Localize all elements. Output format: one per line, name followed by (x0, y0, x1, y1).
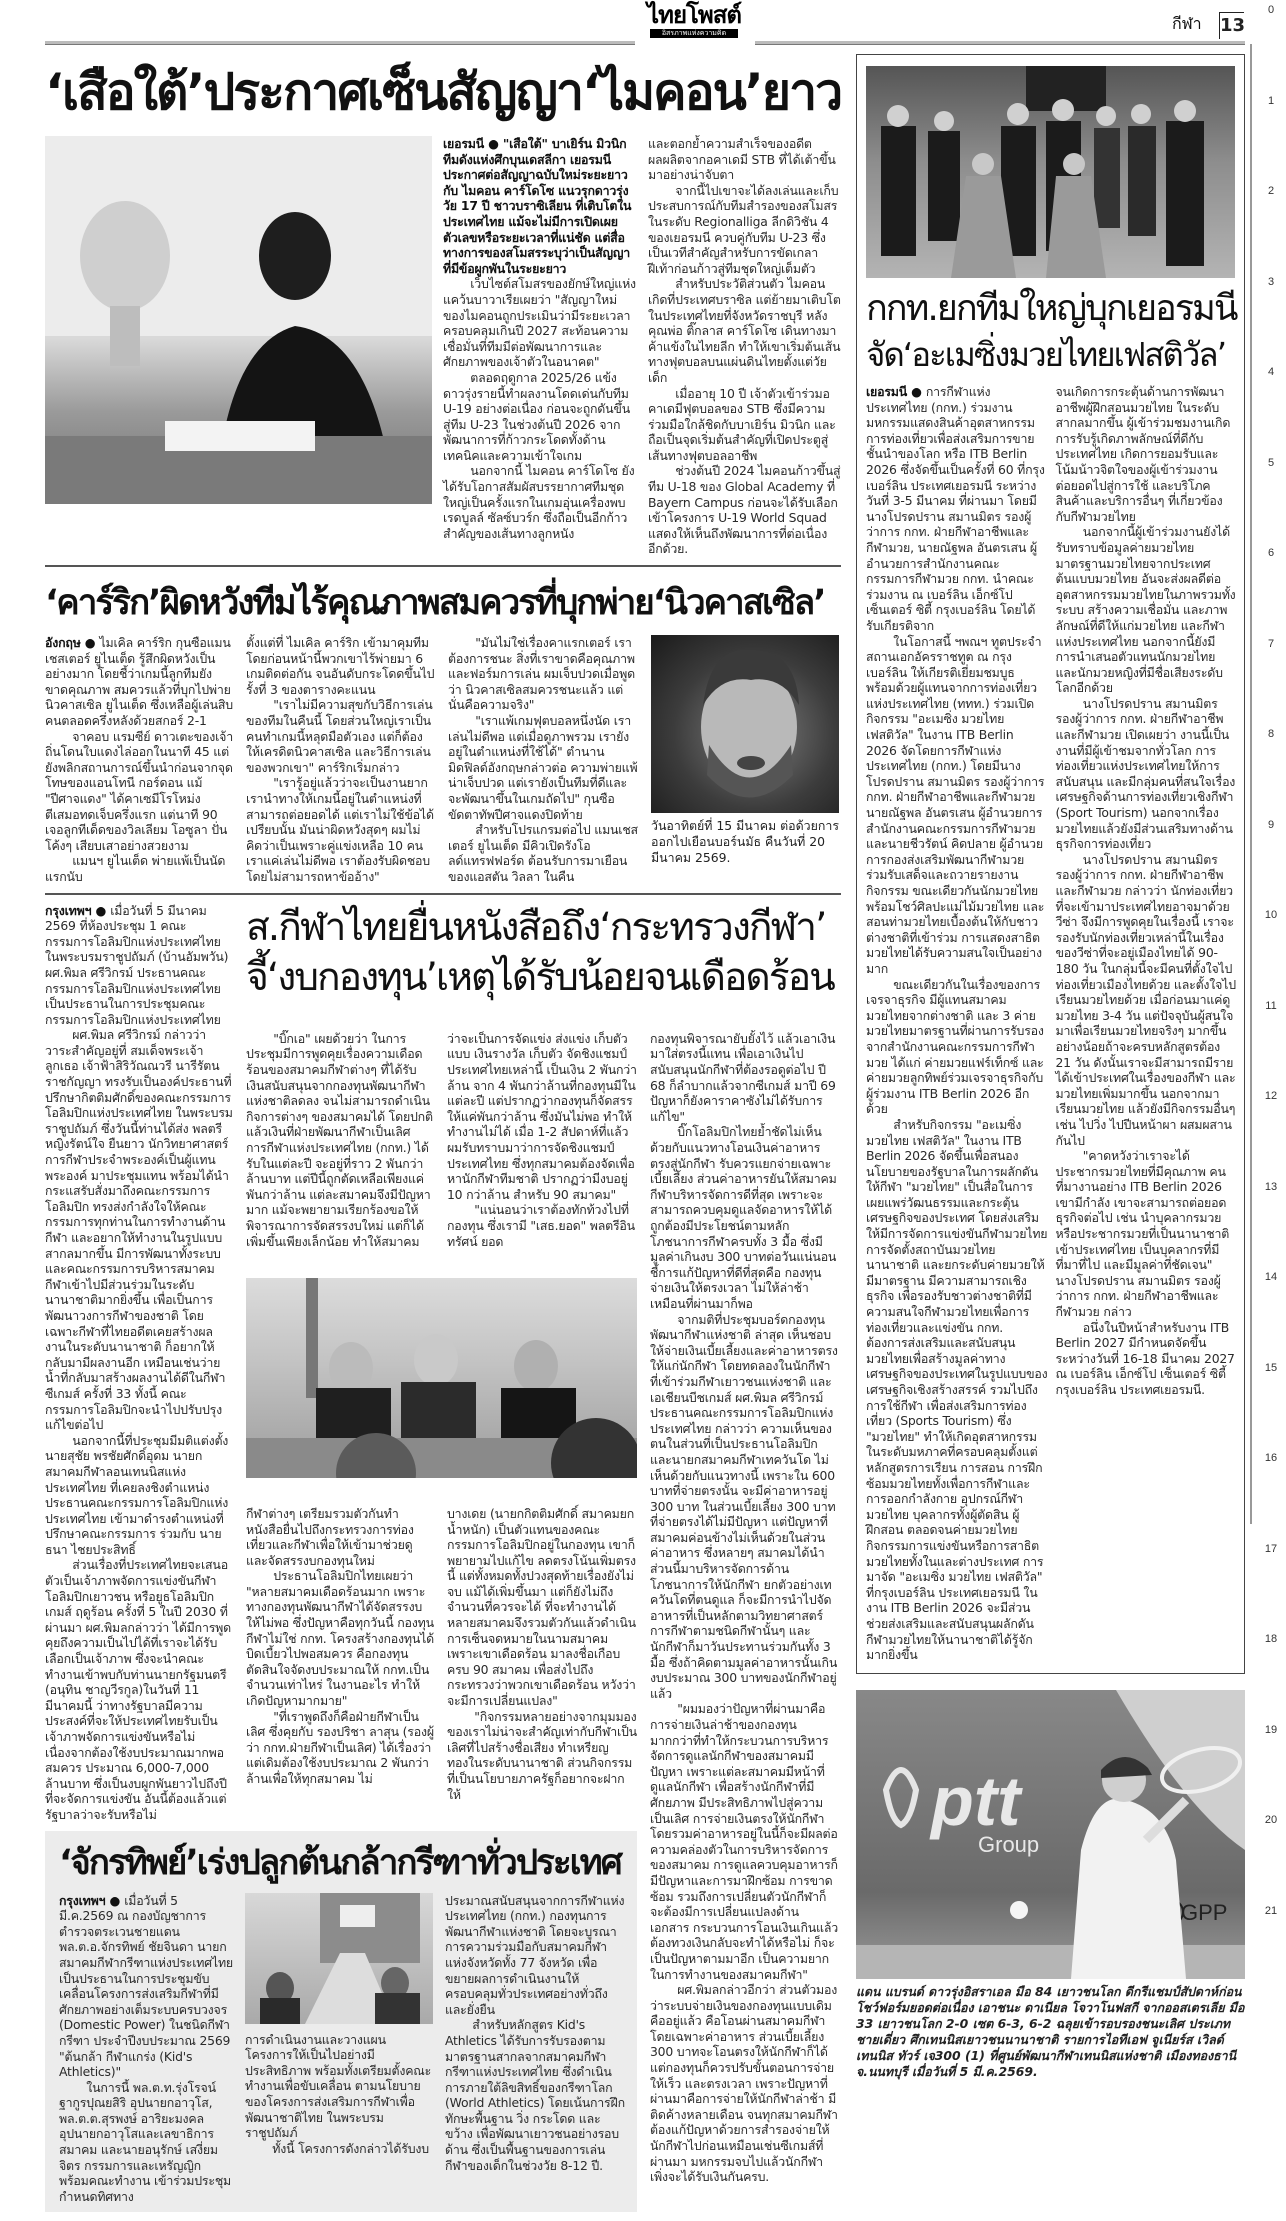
paragraph: "ผมมองว่าปัญหาที่ผ่านมาคือการจ่ายเงินล่าช้าของกองทุน มากกว่าที่ทำให้กระบวนการบริหารจัดการดูแลนักกีฬาของสมาคมมีปัญหา เพราะแต่ละสมาคมมีหน้าที่ดูแลนักกีฬา เพื่อสร้างนักกีฬาที่มีศักยภาพ มีประสิทธิภาพไปสู่ความเป็นเลิศ การจ่ายเงินตรงให้นักกีฬาโดยรวมค่าอาหารอยู่ในนี้ก็จะมีผลต่อความคล่องตัวในการบริหารจัดการของสมาคม การดูแลควบคุมอาหารก็มีปัญหาและการมาฝึกซ้อม การขาดซ้อม รวมถึงการเปลี่ยนตัวนักกีฬาก็จะต้องมีการเปลี่ยนแปลงด้านเอกสาร กระบวนการโอนเงินเกินแล้วต้องทวงเงินกลับจะทำได้หรือไม่ ก็จะเป็นปัญหาตามมาอีก เป็นความยากในการทำงานของสมาคมกีฬา" (650, 1701, 838, 1982)
paragraph: กีฬาต่างๆ เตรียมรวมตัวกันทำหนังสือยื่นไปถึงกระทรวงการท่องเที่ยวและกีฬาเพื่อให้เข้ามาช่วยดูและจัดสรรงบกองทุนใหม่ (246, 1505, 414, 1568)
article-musiala-col-2 (648, 136, 841, 557)
paragraph: ประธานโอลิมปิกไทยเผยว่า "หลายสมาคมเดือดร้อนมาก เพราะทางกองทุนพัฒนากีฬาได้จัดสรรงบให้ไม่พอ ซึ่งปัญหาคือทุกวันนี้ กองทุนกีฬาไม่ใช่ กกท. โครงสร้างกองทุนได้บิดเบี้ยวไปพอสมควร คือกองทุนตัดสินใจจัดงบประมาณให้ กกท.เป็นจำนวนเท่าไหร่ ในงานอะไร ทำให้เกิดปัญหามากมาย" (246, 1568, 434, 1709)
paragraph: บางเดย (นายกกิตติมศักดิ์ สมาคมยกน้ำหนัก) เป็นตัวแทนของคณะกรรมการโอลิมปิกอยู่ในกองทุน เขาก็พยายามไปแก้ไข ลดตรงโน้นเพิ่มตรงนี้ แต่ทั้งหมดทั้งปวงสุดท้ายเรื่องยังไม่จบ แม้ได้เพิ่มขึ้นมา แต่ก็ยังไม่ถึงจำนวนที่ควรจะได้ ที่จะทำงานได้ หลายสมาคมจึงรวมตัวกันแล้วดำเนินการเซ็นจดหมายในนามสมาคม เพราะเขาเดือดร้อน มาลงชื่อเกือบครบ 90 สมาคม เพื่อส่งไปถึงกระทรวงว่าพวกเขาเดือดร้อน หวังว่าจะมีการเปลี่ยนแปลง" (447, 1505, 636, 1709)
paragraph: แมนฯ ยูไนเต็ด พ่ายแพ้เป็นนัดแรกนับ (45, 853, 226, 884)
ruler-number: 0 (1267, 4, 1275, 16)
article-carrick-col-1 (45, 635, 233, 885)
ruler-number: 3 (1267, 275, 1275, 288)
paragraph: "แน่นอนว่าเราต้องทักท้วงไปที่กองทุน ซึ่งเรามี "เสธ.ยอด" พลตรีอินทรัศน์ ยอด (447, 1202, 635, 1249)
paragraph: "กิจกรรมหลายอย่างจากมุมมองของเราไม่น่าจะสำคัญเท่ากับกีฬาเป็นเลิศที่ไปสร้างชื่อเสียง ทำเหรียญทองในระดับนานาชาติ ส่วนกิจกรรมที่เป็นนโยบายภาครัฐก็อยากจะฝากให้ (447, 1708, 637, 1802)
dateline: กรุงเทพฯ ● (45, 902, 111, 918)
ruler-number: 19 (1264, 1723, 1278, 1736)
paragraph: เมื่ออายุ 10 ปี เจ้าตัวเข้าร่วมอคาเดมีฟุตบอลของ STB ซึ่งมีความร่วมมือใกล้ชิดกับบาเยิร์น มิวนิก และถือเป็นจุดเริ่มต้นสำคัญที่เปิดประตูสู่เส้นทางฟุตบอลอาชีพ (648, 385, 836, 463)
paragraph: ช่วงต้นปี 2024 ไมคอนก้าวขึ้นสู่ทีม U-18 ของ Global Academy ที่ Bayern Campus ก่อนจะได้รับเลือกเข้าโครงการ U-19 World Squad แสดงให้เห็นถึงพัฒนาการที่ต่อเนื่องอีกด้วย. (648, 463, 841, 557)
paragraph: "เรารู้อยู่แล้วว่าจะเป็นงานยาก เรานำทางให้เกมนี้อยู่ในตำแหน่งที่สามารถต่อยอดได้ แต่เราไม่ใช้ข้อได้เปรียบนั้น มันน่าผิดหวังสุดๆ ผมไม่คิดว่าเป็นเพราะคู่แข่งเหลือ 10 คน เราแค่เล่นไม่ดีพอ เราต้องรับผิดชอบโดยไม่สามารถหาข้ออ้าง" (246, 775, 434, 884)
paragraph: สำหรับหลักสูตร Kid's Athletics ได้รับการรับรองตามมาตรฐานสากลจากสมาคมกีฬากรีฑาแห่งประเทศไทย ซึ่งดำเนินการภายใต้ลิขสิทธิ์ของกรีฑาโลก (World Athletics) โดยเน้นการฝึกทักษะพื้นฐาน วิ่ง กระโดด และขว้าง เพื่อพัฒนาเยาวชนอย่างรอบด้าน ซึ่งเป็นพื้นฐานของการเล่นกีฬาของเด็กในช่วงวัย 8-12 ปี. (445, 2017, 625, 2173)
paragraph: ในการนี้ พล.ต.ท.รุ่งโรจน์ ฐากูรปุณยสิริ อุปนายกอาวุโส, พล.ต.ต.สุรพงษ์ อาริยะมงคล อุปนายกอาวุโสและเลขาธิการสมาคม และนายอนุรักษ์ เสงี่ยมจิตร กรรมการและเหรัญญิก พร้อมคณะทำงาน เข้าร่วมประชุมกำหนดทิศทาง (59, 2079, 232, 2204)
headline-musiala: ‘เสือใต้’ประกาศเซ็นสัญญา‘ไมคอน’ยาว (45, 63, 842, 121)
paragraph: บิ๊กโอลิมปิกไทยย้ำชัดไม่เห็นด้วยกับแนวทางโอนเงินค่าอาหารตรงสู่นักกีฬา รับควรแยกจ่ายเฉพาะเบี้ยเลี้ยง ส่วนค่าอาหารยันให้สมาคมกีฬาบริหารจัดการดีที่สุด เพราะจะสามารถควบคุมดูแลจัดอาหารให้ได้ถูกต้องมีประโยชน์ตามหลักโภชนาการกีฬาครบทั้ง 3 มื้อ ซึ่งมีมูลค่าเกินงบ 300 บาทต่อวันแน่นอน ชี้การแก้ปัญหาที่ดีที่สุดคือ กองทุนจ่ายเงินให้ตรงเวลา ไม่ให้ล่าช้าเหมือนที่ผ่านมาก็พอ (650, 1124, 837, 1311)
paragraph: จากมติที่ประชุมบอร์ดกองทุนพัฒนากีฬาแห่งชาติ ล่าสุด เห็นชอบให้จ่ายเงินเบี้ยเลี้ยงและค่าอาหารตรงให้แก่นักกีฬา โดยทดลองในนักกีฬาที่เข้าร่วมกีฬาเยาวชนแห่งชาติ และเอเชียนบีชเกมส์ ผศ.พิมล ศรีวิกรม์ ประธานคณะกรรมการโอลิมปิกแห่งประเทศไทย กล่าวว่า ความเห็นของตนในส่วนที่เป็นประธานโอลิมปิก และนายกสมาคมกีฬาเทควันโด ไม่เห็นด้วยกับแนวทางนี้ เพราะใน 600 บาทที่จ่ายตรงนั้น จะมีค่าอาหารอยู่ 300 บาท ในส่วนเบี้ยเลี้ยง 300 บาท ที่จ่ายตรงได้ไม่มีปัญหา แต่ปัญหาที่สมาคมค่อนข้างไม่เห็นด้วยในส่วนค่าอาหาร ซึ่งหลายๆ สมาคมได้นำส่วนนี้มาบริหารจัดการด้านโภชนาการให้นักกีฬา ยกตัวอย่างเทควันโดที่ตนดูแล ก็จะมีการนำไปจัดอาหารที่เป็นหลักตามวิทยาศาสตร์การกีฬาตามชนิดกีฬานั้นๆ และนักกีฬาก็มาวันประทานร่วมกันทั้ง 3 มื้อ ซึ่งถ้าคิดตามมูลค่าอาหารนั้นเกินงบประมาณ 300 บาทของนักกีฬาอยู่แล้ว (650, 1311, 838, 1701)
player-signing-image (45, 136, 432, 504)
photo-player-signing (45, 136, 432, 504)
logo-tagline: อิสรภาพแห่งความคิด (650, 29, 738, 38)
paragraph: เว็บไซต์สโมสรของยักษ์ใหญ่แห่งแคว้นบาวาเรียเผยว่า "สัญญาใหม่ของไมคอนถูกประเมินว่ามีระยะเวลาครอบคลุมเกินปี 2027 สะท้อนความเชื่อมั่นที่ทีมมีต่อพัฒนาการและศักยภาพของเจ้าตัวในอนาคต" (443, 276, 636, 370)
sponsor-logo-gpp: GPP (1181, 1899, 1228, 1925)
paragraph: จนเกิดการกระตุ้นด้านการพัฒนาอาชีพผู้ฝึกสอนมวยไทย ในระดับสากลมากขึ้น ผู้เข้าร่วมชมงานเกิดการรับรู้เกิดภาพลักษณ์ที่ดีกับประเทศไทย เกิดการยอมรับและโน้มน้าวจิตใจของผู้เข้าร่วมงานต่อยอดไปสู่การใช้ และบริโภคสินค้าและบริการอื่นๆ ที่เกี่ยวข้องกับกีฬามวยไทย (1055, 384, 1231, 524)
paragraph: นางโปรดปราน สมานมิตร รองผู้ว่าการ กกท. ฝ่ายกีฬาอาชีพและกีฬามวย เปิดเผยว่า งานนี้เป็นงานที่มีผู้เข้าชมจากทั่วโลก การท่องเที่ยวแห่งประเทศไทยให้การสนับสนุน และมีกลุ่มคนที่สนใจเรื่องเศรษฐกิจด้านการท่องเที่ยวเชิงกีฬา (Sport Tourism) นอกจากเรื่องมวยไทยแล้วยังมีส่วนเสริมทางด้านธุรกิจการท่องเที่ยว (1055, 695, 1236, 852)
logo-text: ไทยโพสต์ (647, 1, 741, 29)
article-kids-col-1 (59, 1893, 233, 2205)
article-kids-col-1-body (59, 1893, 233, 2205)
left-content (45, 52, 841, 2221)
paragraph: ขณะเดียวกันในเรื่องของการเจรจาธุรกิจ มีผู้แทนสมาคมมวยไทยจากต่างชาติ และ 3 ค่ายมวยไทยมาตรฐานที่ผ่านการรับรองจากสำนักงานคณะกรรมการกีฬามวย ได้แก่ ค่ายมวยแฟร์เท็กซ์ และค่ายมวยลูกทิพย์ร่วมเจรจาธุรกิจกับผู้ร่วมงาน ITB Berlin 2026 อีกด้วย (866, 976, 1044, 1117)
paragraph: ว่าจะเป็นการจัดแข่ง ส่งแข่ง เก็บตัวแบบ เงินรางวัล เก็บตัว จัดชิงแชมป์ประเทศไทยเหล่านี้ เป็นเงิน 2 พันกว่าล้าน จาก 4 พันกว่าล้านที่กองทุนมีในแต่ละปี แต่ปรากฏว่ากองทุนก็จัดสรรให้แค่พันกว่าล้าน ซึ่งมันไม่พอ ทำให้ทำงานไม่ได้ เมื่อ 1-2 สัปดาห์ที่แล้ว ผมรับทราบมาว่าการจัดชิงแชมป์ประเทศไทย ซึ่งทุกสมาคมต้องจัดเพื่อหานักกีฬาทีมชาติ ปรากฏว่ามีงบอยู่ 10 กว่าล้าน สำหรับ 90 สมาคม" (447, 1030, 637, 1202)
photo-olympic-meeting (246, 1278, 637, 1478)
paragraph: ตั้งแต่ที่ ไมเคิล คาร์ริก เข้ามาคุมทีม โดยก่อนหน้านี้พวกเขาไร้พ่ายมา 6 เกมติดต่อกัน จนอันดับกระโดดขึ้นไปรั้งที่ 3 ของตารางคะแนน (246, 635, 435, 697)
ruler-line (1250, 44, 1252, 1524)
article-musiala-col-1 (443, 136, 637, 541)
headline-olympic-line-2: จี้‘งบกองทุน’เหตุได้รับน้อยจนเดือดร้อน (246, 954, 834, 1000)
header-rule (45, 41, 635, 45)
ruler-number: 11 (1265, 999, 1277, 1012)
right-content (856, 54, 1245, 2080)
headline-muaythai-line-2: จัด‘อะเมซิ่งมวยไทยเฟสติวัล’ (866, 335, 1226, 374)
paragraph: จาคอบ แรมซีย์ ดาวเตะของเจ้าถิ่นโดนใบแดงไล่ออกในนาที 45 แต่ยังพลิกสถานการณ์ขึ้นนำก่อนจากจุดโทษของแอนโทนี กอร์ดอน แม้ "ปีศาจแดง" ได้คาเซมีโรโหม่งตีเสมอทดเจ็บครึ่งแรก แต่นาที 90 เจอลูกทีเด็ดของวิลเลียม โอซูลา ปั่นโค้งๆ เสียบเสาอย่างสวยงาม (45, 728, 233, 853)
dateline: อังกฤษ ● (45, 635, 100, 651)
ruler-number: 13 (1264, 1180, 1278, 1193)
kids-meeting-image (245, 1893, 433, 2024)
section-label: กีฬา (1172, 14, 1202, 33)
ruler-number: 4 (1267, 366, 1275, 378)
article-olympic-col-1-body (45, 903, 233, 1823)
photo-muaythai-team (866, 66, 1235, 278)
paragraph: ผศ.พิมล ศรีวิกรม์ กล่าวว่า วาระสำคัญอยู่ที่ สมเด็จพระเจ้าลูกเธอ เจ้าฟ้าสิริวัณณวรี นารีรัตนราชกัญญา ทรงรับเป็นองค์ประธานที่ปรึกษากิตติมศักดิ์ของคณะกรรมการโอลิมปิกแห่งประเทศไทย ในพระบรมราชูปถัมภ์ ซึ่งวันนี้ท่านได้ส่ง พลตรีหญิงรัตน์ใจ ยืนยาว นักวิทยาศาสตร์การกีฬาประจำพระองค์เป็นผู้แทนพระองค์ มาประชุมแทน พร้อมได้นำกระแสรับสั่งมาถึงคณะกรรมการโอลิมปิก ทรงส่งกำลังใจให้คณะกรรมการทุกท่านในการทำงานด้านกีฬา และอยากให้ทำงานในรูปแบบสากลมากขึ้น มีการพัฒนาทั้งระบบ และคณะกรรมการบริหารสมาคมกีฬาเข้าไปมีส่วนร่วมในระดับนานาชาติมากยิ่งขึ้น เพื่อเป็นการพัฒนาวงการกีฬาของชาติ โดยเฉพาะกีฬาที่ไทยอดีตเคยสร้างผลงานในระดับนานาชาติ ก็อยากให้กลับมามีผลงานอีก เหมือนเช่นว่ายน้ำที่กลับมาสร้างผลงานได้ดีในกีฬาซีเกมส์ ครั้งที่ 33 ทั้งนี้ คณะกรรมการโอลิมปิกจะนำไปปรับปรุงแก้ไขต่อไป (45, 1027, 233, 1433)
muaythai-group-image (866, 66, 1235, 278)
article-carrick-col-2 (246, 635, 435, 885)
paragraph: ประมาณสนับสนุนจากการกีฬาแห่งประเทศไทย (กกท.) กองทุนการพัฒนากีฬาแห่งชาติ โดยจะบูรณาการความร่วมมือกับสมาคมกีฬาแห่งจังหวัดทั้ง 77 จังหวัด เพื่อขยายผลการดำเนินงานให้ครอบคลุมทั่วประเทศอย่างทั่วถึงและยั่งยืน (445, 1892, 625, 2017)
ruler-number: 5 (1267, 456, 1275, 469)
headline-kids-athletics: ‘จักรทิพย์’เร่งปลูกต้นกล้ากรีฑาทั่วประเทศ (59, 1842, 621, 1883)
paragraph: "คาดหวังว่าเราจะได้ประชากรมวยไทยที่มีคุณภาพ คนที่มางานอย่าง ITB Berlin 2026 เขามีกำลัง เขาจะสามารถต่อยอดธุรกิจต่อไป เช่น นำบุคลากรมวยหรือประชากรมวยที่เป็นนานาชาติเข้าประเทศไทย เป็นบุคลากรที่มีที่มาที่ไป และมีมูลค่าที่ชัดเจน" นางโปรดปราน สมานมิตร รองผู้ว่าการ กกท. ฝ่ายกีฬาอาชีพและกีฬามวย กล่าว (1055, 1148, 1230, 1320)
ruler-number: 14 (1264, 1271, 1278, 1283)
paragraph: "ที่เราพูดถึงก็คือฝ่ายกีฬาเป็นเลิศ ซึ่งคุยกับ รองปริชา ลาสุน (รองผู้ว่า กกท.ฝ่ายกีฬาเป็นเลิศ) ได้เรื่องว่า แต่เดิมต้องใช้งบประมาณ 2 พันกว่าล้านเพื่อให้ทุกสมาคม ไม่ (246, 1708, 434, 1787)
paragraph: นอกจากนี้ ไมคอน คาร์โดโซ ยังได้รับโอกาสสัมผัสบรรยากาศทีมชุดใหญ่เป็นครั้งแรกในเกมอุ่นเครื่องพบ เรดบูลล์ ซัลซ์บวร์ก ซึ่งถือเป็นอีกก้าวสำคัญของเส้นทางลูกหนัง (443, 463, 635, 541)
article-muaythai-col-2 (1056, 384, 1237, 1398)
caption-tennis: แดน แบรนด์ ดาวรุ่งอิสราเอล มือ 84 เยาวชนโลก ดีกรีแชมป์สัปดาห์ก่อน โชว์ฟอร์มยอดต่อเนื่อง เอาชนะ ดาเนียล โจวาโนฟสกี จากออสเตรเลีย มือ 33 เยาวชนโลก 2-0 เซต 6-3, 6-2 ฉลุยเข้ารอบรองชนะเลิศ ประเภทชายเดี่ยว ศึกเทนนิสเยาวชนนานาชาติ รายการไอทีเอฟ จูเนียร์ส เวิลด์ เทนนิส ทัวร์ เจ300 (1) ที่ศูนย์พัฒนากีฬาเทนนิสแห่งชาติ เมืองทองธานี จ.นนทบุรี เมื่อวันที่ 5 มี.ค.2569. (856, 1983, 1245, 2079)
ruler-number: 12 (1264, 1090, 1278, 1102)
ruler-number: 1 (1267, 94, 1275, 107)
paragraph: "บิ๊กเอ" เผยด้วยว่า ในการประชุมมีการพูดคุยเรื่องความเดือดร้อนของสมาคมกีฬาต่างๆ ที่ได้รับเงินสนับสนุนจากกองทุนพัฒนากีฬาแห่งชาติลดลง จนไม่สามารถดำเนินกิจการต่างๆ ของสมาคมได้ โดยปกติแล้วเงินที่ฝ่ายพัฒนากีฬาเป็นเลิศ การกีฬาแห่งประเทศไทย (กกท.) ได้รับในแต่ละปี จะอยู่ที่ราว 2 พันกว่าล้านบาท แต่ปีนี้ถูกตัดเหลือเพียงแค่พันกว่าล้าน แต่ละสมาคมจึงมีปัญหามาก แม้จะพยายามเรียกร้องขอให้พิจารณาการจัดสรรงบใหม่ แต่ก็ได้เพิ่มขึ้นเพียงเล็กน้อย ทำให้สมาคม (246, 1030, 433, 1249)
ruler-number: 21 (1264, 1904, 1278, 1917)
sponsor-logo-ptt: ptt (931, 1761, 1021, 1840)
dateline: เยอรมนี ● (866, 384, 926, 399)
paragraph: เยอรมนี ● "เสือใต้" บาเยิร์น มิวนิก ทีมดังแห่งศึกบุนเดสลีกา เยอรมนี ประกาศต่อสัญญาฉบับใหม่ระยะยาวกับ ไมคอน คาร์โดโซ แนวรุกดาวรุ่งวัย 17 ปี ชาวบราซิเลียน ที่เติบโตในประเทศไทย แม้จะไม่มีการเปิดเผยตัวเลขหรือระยะเวลาที่แน่ชัด แต่สื่อทางการของสโมสรระบุว่าเป็นสัญญาที่มีข้อผูกพันในระยะยาว (443, 136, 632, 276)
article-olympic-col-4 (650, 1031, 838, 2221)
ruler-number: 8 (1267, 728, 1275, 740)
article-carrick-col-1-body (45, 635, 233, 885)
paragraph: อนึ่งในปีหน้าสำหรับงาน ITB Berlin 2027 มีกำหนดจัดขึ้นระหว่างวันที่ 16-18 มีนาคม 2027 ณ เบอร์ลิน เอ็กซ์โป เซ็นเตอร์ ซิตี้ กรุงเบอร์ลิน ประเทศเยอรมนี. (1055, 1319, 1235, 1397)
meeting-image (246, 1278, 637, 1478)
article-olympic-col-3 (447, 1031, 637, 1270)
photo-tennis (856, 1690, 1245, 1979)
page-number: 13 (1219, 12, 1244, 39)
ruler-number: 2 (1267, 185, 1275, 197)
header-rule-right (755, 41, 1245, 45)
paragraph: "เราแพ้เกมฟุตบอลหนึ่งนัด เราเล่นไม่ดีพอ แต่เมื่อดูภาพรวม เรายังอยู่ในตำแหน่งที่ใช้ได้" ตำนานมิดฟิลด์อังกฤษกล่าวต่อ ความพ่ายแพ้น่าเจ็บปวด แต่เรายังเป็นทีมที่ดีและจะพัฒนาขึ้นในเกมถัดไป" กุนซือขัดตาทัพปีศาจแดงปิดท้าย (448, 713, 638, 822)
olympic-article-grid (45, 903, 841, 2221)
paragraph: นอกจากนี้ที่ประชุมมีมติแต่งตั้ง นายสุชัย พรชัยศักดิ์อุดม นายกสมาคมกีฬาลอนเทนนิสแห่งประเทศไทย ที่เคยลงชิงตำแหน่งประธานคณะกรรมการโอลิมปิกแห่งประเทศไทย เข้ามาดำรงตำแหน่งที่ปรึกษาคณะกรรมการ ร่วมกับ นายธนา ไชยประสิทธิ์ (45, 1432, 229, 1557)
ruler-number: 10 (1264, 909, 1278, 921)
photo-kids-meeting (245, 1893, 433, 2024)
kids-athletics-box (45, 1831, 637, 2213)
paragraph: ผศ.พิมลกล่าวอีกว่า ส่วนตัวมองว่าระบบจ่ายเงินของกองทุนแบบเดิมคืออยู่แล้ว คือโอนผ่านสมาคมกีฬา โดยเฉพาะค่าอาหาร ส่วนเบี้ยเลี้ยง 300 บาทจะโอนตรงให้นักกีฬาก็ได้ แต่กองทุนก็ควรปรับขั้นตอนการจ่ายให้เร็ว และตรงเวลา เพราะปัญหาที่ผ่านมาคือการจ่ายให้นักกีฬาล่าช้า มีติดค้างหลายเดือน จนทุกสมาคมกีฬาต้องแก้ปัญหาด้วยการสำรองจ่ายให้นักกีฬาไปก่อนเหมือนเช่นซีเกมส์ที่ผ่านมา มหกรรมจบไปแล้วนักกีฬาเพิ่งจะได้รับเงินกันครบ. (650, 1982, 838, 2185)
ruler-number: 16 (1264, 1452, 1278, 1464)
masthead-logo (640, 2, 748, 40)
paragraph: จากนี้ไปเขาจะได้ลงเล่นและเก็บประสบการณ์กับทีมสำรองของสโมสร ในระดับ Regionalliga ลีกดิวิชัน 4 ของเยอรมนี ควบคู่กับทีม U-23 ซึ่งเป็นเวทีสำคัญสำหรับการขัดเกลาฝีเท้าก่อนก้าวสู่ทีมชุดใหญ่เต็มตัว (648, 182, 839, 276)
article-muaythai-col-1 (866, 384, 1048, 1663)
paragraph: กองทุนพิจารณายับยั้งไว้ แล้วเอาเงินมาใส่ตรงนี้แทน เพื่อเอาเงินไปสนับสนุนนักกีฬาที่ต้องรอดูต่อไป ปี 68 ก็ลำบากแล้วจากซีเกมส์ มาปี 69 ปัญหาก็ยังคาราคาซังไม่ได้รับการแก้ไข" (650, 1030, 836, 1124)
article-kids-col-3 (445, 1893, 625, 2174)
headline-muaythai-line-1: กกท.ยกทีมใหญ่บุกเยอรมนี (866, 288, 1237, 329)
article-kids-col-2 (245, 2032, 433, 2157)
paragraph: ส่วนเรื่องที่ประเทศไทยจะเสนอตัวเป็นเจ้าภาพจัดการแข่งขันกีฬาโอลิมปิกเยาวชน หรือยูธโอลิมปิกเกมส์ ฤดูร้อน ครั้งที่ 5 ในปี 2030 ที่ผ่านมา ผศ.พิมลกล่าวว่า ได้มีการพูดคุยถึงความเป็นไปได้ที่เราจะได้รับเลือกเป็นเจ้าภาพ ซึ่งจะนำคณะทำงานเข้าพบกับท่านนายกรัฐมนตรี (อนุทิน ชาญวีรกูล)ในวันที่ 11 มีนาคมนี้ ว่าทางรัฐบาลมีความประสงค์ที่จะให้ประเทศไทยรับเป็นเจ้าภาพจัดการแข่งขันหรือไม่ เนื่องจากต้องใช้งบประมาณมากพอสมควร ประมาณ 6,000-7,000 ล้านบาท ซึ่งเป็นงบผูกพันยาวไปถึงปีที่จะจัดการแข่งขัน อันนี้ต้องแล้วแต่รัฐบาลว่าจะรับหรือไม่ (45, 1557, 231, 1822)
ruler-number: 6 (1267, 547, 1275, 559)
section-divider (45, 565, 841, 567)
paragraph: "เราไม่มีความสุขกับวิธีการเล่นของทีมในคืนนี้ โดยส่วนใหญ่เราเป็นคนทำเกมนี้หลุดมือตัวเอง แต่ก็ต้องให้เครดิตนิวคาสเซิล และวิธีการเล่นของพวกเขา" คาร์ริกเริ่มกล่าว (246, 697, 433, 775)
ruler-number: 15 (1264, 1361, 1278, 1374)
dateline: กรุงเทพฯ ● (59, 1892, 125, 1908)
paragraph: ตลอดฤดูกาล 2025/26 แข้งดาวรุ่งรายนี้ทำผลงานโดดเด่นกับทีม U-19 อย่างต่อเนื่อง ก่อนจะถูกดันขึ้นสู่ทีม U-23 ในช่วงต้นปี 2026 จากพัฒนาการที่ก้าวกระโดดทั้งด้านเทคนิคและความเข้าใจเกม (443, 369, 630, 463)
carrick-portrait-image (651, 635, 839, 813)
article-olympic-col-1 (45, 903, 233, 1823)
ruler-number: 18 (1264, 1633, 1278, 1645)
paragraph: ทั้งนี้ โครงการดังกล่าวได้รับงบ (272, 2140, 429, 2156)
photo-carrick (651, 635, 839, 813)
paragraph: นอกจากนี้ผู้เข้าร่วมงานยังได้รับทราบข้อมูลค่ายมวยไทย มาตรฐานมวยไทยจากประเทศต้นแบบมวยไทย อันจะส่งผลดีต่ออุตสาหกรรมมวยไทยในภาพรวมทั้งระบบ สร้างความเชื่อมั่น และภาพลักษณ์ที่ดีให้แก่มวยไทย และกีฬาแห่งประเทศไทย นอกจากนี้ยังมีการนำเสนอตัวแทนนักมวยไทยและนักมวยหญิงที่มีชื่อเสียงระดับโลกอีกด้วย (1055, 524, 1236, 696)
paragraph: สำหรับโปรแกรมต่อไป แมนเชสเตอร์ ยูไนเต็ด มีคิวเปิดรังโอลด์แทรฟฟอร์ด ต้อนรับการมาเยือนของแอสตัน วิลลา ในคืน (448, 822, 638, 884)
paragraph: เมื่อวันที่ 5 มี.ค.2569 ณ กองบัญชาการตำรวจตระเวนชายแดน พล.ต.อ.จักรทิพย์ ชัยจินดา นายกสมาคมกีฬากรีฑาแห่งประเทศไทย เป็นประธานในการประชุมขับเคลื่อนโครงการส่งเสริมกีฬาที่มีศักยภาพอย่างเต็มระบบครบวงจร (Domestic Power) ในชนิดกีฬากรีฑา ประจำปีงบประมาณ 2569 "ต้นกล้า กีฬาแกร่ง (Kid's Athletics)" (59, 1892, 233, 2080)
caption-carrick: วันอาทิตย์ที่ 15 มีนาคม ต่อด้วยการออกไปเยือนบอร์นมัธ คืนวันที่ 20 มีนาคม 2569. (651, 818, 839, 866)
article-olympic-col-3-lower (447, 1506, 637, 1823)
article-muaythai-col-1-body (866, 384, 1048, 1663)
article-carrick-col-3 (448, 635, 638, 885)
ruler-number: 9 (1267, 818, 1275, 831)
article-olympic-col-2 (246, 1031, 434, 1270)
headline-carrick: ‘คาร์ริก’ผิดหวังทีมไร้คุณภาพสมควรที่บุกพ่าย‘นิวคาสเซิล’ (45, 583, 825, 624)
headline-olympic-line-1: ส.กีฬาไทยยื่นหนังสือถึง‘กระทรวงกีฬา’ (246, 904, 826, 950)
ruler-number: 20 (1264, 1814, 1278, 1826)
ruler-number: 17 (1264, 1542, 1278, 1555)
muaythai-box (856, 54, 1245, 1674)
paragraph: การกีฬาแห่งประเทศไทย (กกท.) ร่วมงานมหกรรมแสดงสินค้าอุตสาหกรรมการท่องเที่ยวเพื่อส่งเสริมการขายชั้นนำของโลก หรือ ITB Berlin 2026 ซึ่งจัดขึ้นเป็นครั้งที่ 60 ที่กรุงเบอร์ลิน ประเทศเยอรมนี ระหว่างวันที่ 3-5 มีนาคม ที่ผ่านมา โดยมีนางโปรดปราน สมานมิตร รองผู้ว่าการ กกท. ฝ่ายกีฬาอาชีพและกีฬามวย, นายณัฐพล อันตรเสน ผู้อำนวยการสำนักงานคณะกรรมการกีฬามวย กกท. นำคณะร่วมงาน ณ เบอร์ลิน เอ็กซ์โป เซ็นเตอร์ ซิตี้ กรุงเบอร์ลิน โดยได้รับเกียรติจาก (866, 384, 1045, 633)
article-olympic-col-2-lower (246, 1506, 434, 1823)
paragraph: "มันไม่ใช่เรื่องคาแรกเตอร์ เราต้องการชนะ สิ่งที่เราขาดคือคุณภาพและฟอร์มการเล่น ผมเจ็บปวดเมื่อพูดว่า นิวคาสเซิลสมควรชนะแล้ว แต่นั่นคือความจริง" (448, 635, 635, 713)
svg-text:Group: Group (978, 1831, 1040, 1857)
paragraph: สำหรับประวัติส่วนตัว ไมคอนเกิดที่ประเทศบราซิล แต่ย้ายมาเติบโตในประเทศไทยที่จังหวัดราชบุรี หลังคุณพ่อ ติ๊กลาส คาร์โดโซ เดินทางมาค้าแข้งในไทยลีก ทำให้เขาเริ่มต้นเส้นทางฟุตบอลบนแผ่นดินไทยตั้งแต่วัยเด็ก (648, 276, 841, 385)
paragraph: ไมเคิล คาร์ริก กุนซือแมนเชสเตอร์ ยูไนเต็ด รู้สึกผิดหวังเป็นอย่างมาก โดยชี้ว่าเกมนี้ลูกทีมยังขาดคุณภาพ สมควรแล้วที่บุกไปพ่ายนิวคาสเซิล ยูไนเต็ด ซึ่งเหลือผู้เล่นสิบคนตลอดครึ่งหลังด้วยสกอร์ 2-1 (45, 635, 233, 728)
paragraph: เมื่อวันที่ 5 มีนาคม 2569 ที่ห้องประชุม 1 คณะกรรมการโอลิมปิกแห่งประเทศไทย ในพระบรมราชูปถัมภ์ (บ้านอัมพวัน) ผศ.พิมล ศรีวิกรม์ ประธานคณะกรรมการโอลิมปิกแห่งประเทศไทย เป็นประธานในการประชุมคณะกรรมการโอลิมปิกแห่งประเทศไทย (45, 902, 229, 1027)
paragraph: และตอกย้ำความสำเร็จของอดีตผลผลิตจากอคาเดมี STB ที่ได้เต้าขึ้นมาอย่างน่าจับตา (648, 136, 836, 183)
tennis-player-image (856, 1690, 1245, 1979)
paragraph: สำหรับกิจกรรม "อะเมซิ่ง มวยไทย เฟสติวัล" ในงาน ITB Berlin 2026 จัดขึ้นเพื่อสนองนโยบายของรัฐบาลในการผลักดันให้กีฬา "มวยไทย" เป็นสื่อในการเผยแพร่วัฒนธรรมและกระตุ้นเศรษฐกิจของประเทศ โดยส่งเสริมให้มีการจัดการแข่งขันกีฬามวยไทย การจัดตั้งสถาบันมวยไทยนานาชาติ และยกระดับค่ายมวยให้มีมาตรฐาน มีความสามารถเชิงธุรกิจ เพื่อรองรับชาวต่างชาติที่มีความสนใจกีฬามวยไทยเพื่อการท่องเที่ยวและแข่งขัน กกท. ต้องการส่งเสริมและสนับสนุนมวยไทยเพื่อสร้างมูลค่าทางเศรษฐกิจของประเทศในรูปแบบของเศรษฐกิจเชิงสร้างสรรค์ รวมไปถึงการใช้กีฬา เพื่อส่งเสริมการท่องเที่ยว (Sports Tourism) ซึ่ง "มวยไทย" ทำให้เกิดอุตสาหกรรมในระดับมหภาคที่ครอบคลุมตั้งแต่หลักสูตรการเรียน การสอน การฝึกซ้อมมวยไทยทั้งเพื่อการกีฬาและการออกกำลังกาย อุปกรณ์กีฬามวยไทย บุคลากรทั้งผู้ตัดสิน ผู้ฝึกสอน ตลอดจนค่ายมวยไทย กิจกรรมการแข่งขันหรือการสาธิตมวยไทยทั้งในและต่างประเทศ การมาจัด "อะเมซิ่ง มวยไทย เฟสติวัล" ที่กรุงเบอร์ลิน ประเทศเยอรมนี ในงาน ITB Berlin 2026 จะมีส่วนช่วยส่งเสริมและสนับสนุนผลักดันกีฬามวยไทยให้นานาชาติได้รู้จักมากยิ่งขึ้น (866, 1116, 1048, 1663)
section-divider (45, 893, 841, 895)
ruler-number: 7 (1267, 637, 1275, 650)
paragraph: ในโอกาสนี้ ฯพณฯ ทูตประจำสถานเอกอัครราชทูต ณ กรุงเบอร์ลิน ให้เกียรติเยี่ยมชมบูธ พร้อมด้วยผู้แทนจากการท่องเที่ยวแห่งประเทศไทย (ททท.) ร่วมเปิดกิจกรรม "อะเมซิ่ง มวยไทย เฟสติวัล" ในงาน ITB Berlin 2026 จัดโดยการกีฬาแห่งประเทศไทย (กกท.) โดยมีนางโปรดปราน สมานมิตร รองผู้ว่าการ กกท. ฝ่ายกีฬาอาชีพและกีฬามวย นายณัฐพล อันตรเสน ผู้อำนวยการสำนักงานคณะกรรมการกีฬามวย และนายชีวรัตน์ คิดปลาย ผู้อำนวยการกองส่งเสริมพัฒนากีฬามวย ร่วมรับเสด็จและถวายรายงานกิจกรรม ขณะเดียวกันนักมวยไทยพร้อมโชว์ศิลปะแม่ไม้มวยไทย และสอนท่ามวยไทยเบื้องต้นให้กับชาวต่างชาติที่เข้าร่วม การแสดงสาธิตมวยไทยได้รับความสนใจเป็นอย่างมาก (866, 633, 1045, 976)
paragraph: การดำเนินงานและวางแผนโครงการให้เป็นไปอย่างมีประสิทธิภาพ พร้อมทั้งเตรียมตั้งคณะทำงานเพื่อขับเคลื่อน ตามนโยบายของโครงการส่งเสริมการกีฬาเพื่อพัฒนาชาติไทย ในพระบรมราชูปถัมภ์ (245, 2031, 432, 2141)
paragraph: นางโปรดปราน สมานมิตร รองผู้ว่าการ กกท. ฝ่ายกีฬาอาชีพและกีฬามวย กล่าวว่า นักท่องเที่ยวที่จะเข้ามาประเทศไทยอาจมาด้วยวีซ่า จึงมีการพูดคุยในเรื่องนี้ เราจะรองรับนักท่องเที่ยวเหล่านี้ในเรื่องของวีซ่าที่จะอยู่เมืองไทยได้ 90-180 วัน ในกลุ่มนี้จะมีคนที่ตั้งใจไปท่องเที่ยวเมืองไทยด้วย และตั้งใจไปเรียนมวยไทยด้วย เมื่อก่อนมาแค่ดูมวยไทย 3-4 วัน แต่ปัจจุบันผู้สนใจมาเพื่อเรียนมวยไทยจริงๆ มากขึ้น อย่างน้อยถ้าจะครบหลักสูตรต้อง 21 วัน ดังนั้นเราจะมีสามารถมีรายได้เข้าประเทศในเรื่องของกีฬา และมวยไทยเพิ่มมากขึ้น นอกจากมาเรียนมวยไทย แล้วยังมีกิจกรรมอื่นๆ เช่น ไปวิ่ง ไปปีนหน้าผา ผสมผสานกันไป (1055, 851, 1236, 1148)
